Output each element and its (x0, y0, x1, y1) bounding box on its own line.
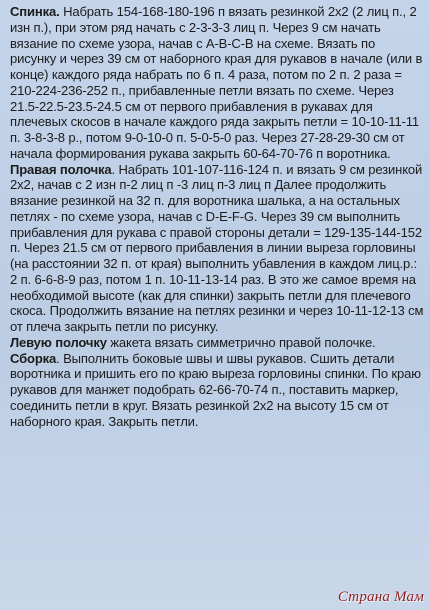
section-back-heading: Спинка. (10, 4, 60, 19)
section-left-front (10, 335, 424, 351)
section-assembly (10, 351, 424, 430)
section-right-front (10, 162, 424, 335)
section-right-front-body: . Набрать 101-107-116-124 п. и вязать 9 см резинкой 2х2, начав с 2 изн п-2 лиц п -3 лиц п-3 лиц п Далее продолжить вязание резинкой на 32 п. для воротника шалька, а на остальных петлях - по схеме узора, начав с D-E-F-G. Через 39 см выполнить прибавления для рукава с правой стороны детали = 129-135-144-152 п. Через 21.5 см от первого прибавления в линии выреза горловины (на расстоянии 32 п. от края) выполнить убавления в каждом лиц.р.: 2 п. 6-6-8-9 раз, потом 1 п. 10-11-13-14 раз. В это же самое время на необходимой высоте (как для спинки) закрыть петли для плечевого скоса. Продолжить вязание на петлях резинки и через 10-11-12-13 см от плеча закрыть петли по рисунку. (10, 161, 424, 334)
section-right-front-heading: Правая полочка (10, 161, 112, 177)
section-back (10, 4, 424, 162)
section-assembly-heading: Сборка (10, 350, 57, 366)
instructions-text (10, 4, 424, 429)
section-left-front-body: жакета вязать симметрично правой полочке. (106, 334, 376, 350)
section-left-front-heading: Левую полочку (10, 334, 107, 350)
section-back-body: Набрать 154-168-180-196 п вязать резинкой 2х2 (2 лиц п., 2 изн п.), при этом ряд начать с 2-3-3-3 лиц п. Через 9 см начать вязание по схеме узора, начав с A-B-C-B на схеме. Вязать по рисунку и через 39 см от наборного края для рукавов в начале (или в конце) каждого ряда набрать по 6 п. 4 раза, потом по 2 п. 2 раза = 210-224-236-252 п., прибавленные петли вязать по схеме. Через 21.5-22.5-23.5-24.5 см от первого прибавления в рукавах для плечевых скосов в начале каждого ряда закрыть петли = 10-10-11-11 п. 3-8-3-8 р., потом 9-0-10-0 п. 5-0-5-0 раз. Через 27-28-29-30 см от начала формирования рукава закрыть 60-64-70-76 п воротника. (10, 4, 423, 161)
section-assembly-body: . Выполнить боковые швы и швы рукавов. Сшить детали воротника и пришить его по краю выреза горловины спинки. По краю рукавов для манжет подобрать 62-66-70-74 п., поставить маркер, соединить петли в круг. Вязать резинкой 2х2 на высоту 15 см от наборного края. Закрыть петли. (10, 350, 421, 429)
site-watermark: Страна Мам (337, 589, 424, 605)
